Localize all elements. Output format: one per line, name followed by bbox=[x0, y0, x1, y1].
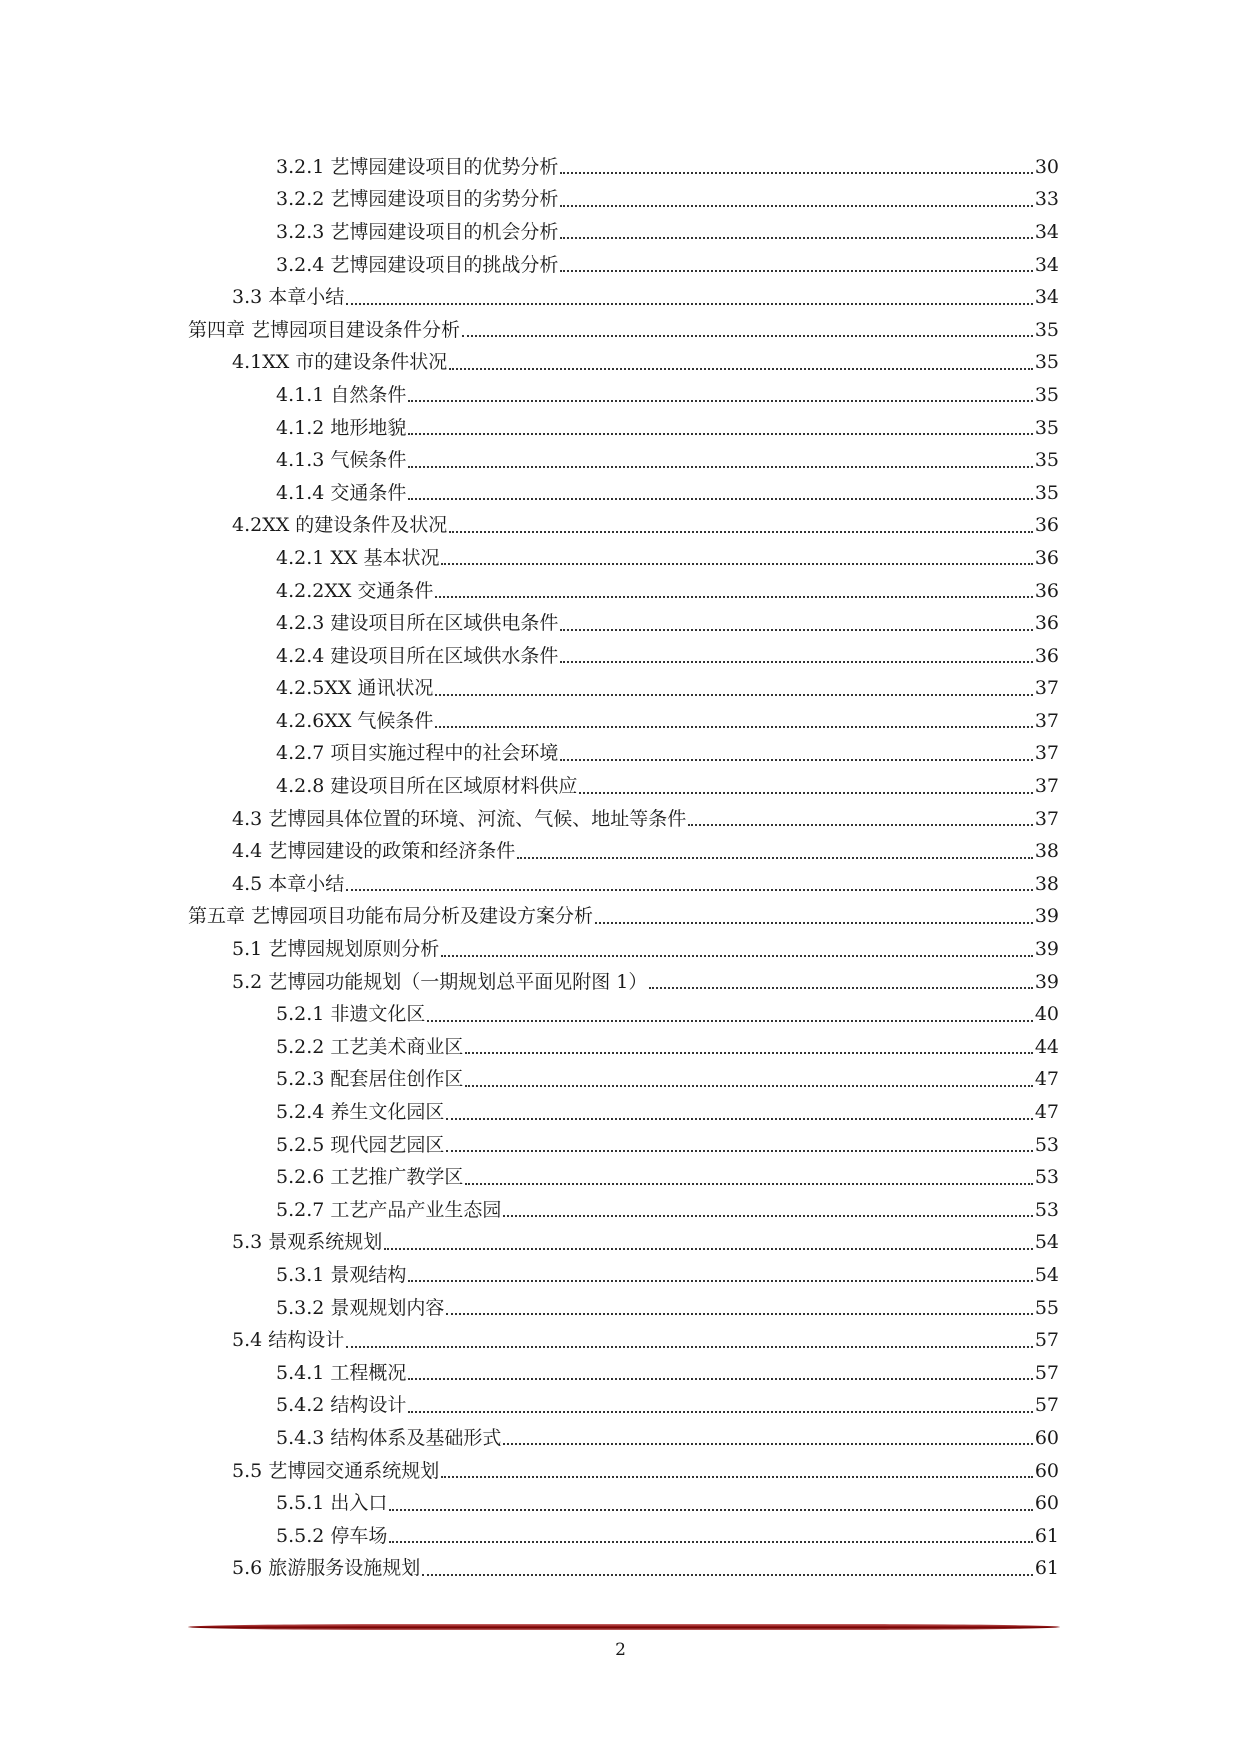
toc-entry[interactable] bbox=[0, 1064, 1241, 1097]
toc-entry-page: 55 bbox=[1034, 1296, 1059, 1319]
toc-dot-leader bbox=[408, 1378, 1032, 1380]
toc-entry[interactable] bbox=[0, 770, 1241, 803]
toc-dot-leader bbox=[465, 1052, 1032, 1054]
toc-entry-page: 39 bbox=[1034, 938, 1059, 961]
toc-dot-leader bbox=[346, 303, 1033, 305]
toc-entry-page: 35 bbox=[1034, 481, 1059, 504]
toc-dot-leader bbox=[408, 433, 1032, 435]
toc-entry[interactable] bbox=[0, 803, 1241, 836]
toc-dot-leader bbox=[449, 368, 1033, 370]
toc-dot-leader bbox=[688, 824, 1033, 826]
toc-entry-title: 5.4 结构设计 bbox=[232, 1329, 345, 1352]
toc-entry[interactable] bbox=[0, 705, 1241, 738]
toc-entry[interactable] bbox=[0, 1031, 1241, 1064]
toc-entry-title: 5.4.3 结构体系及基础形式 bbox=[276, 1426, 502, 1449]
toc-entry[interactable] bbox=[0, 151, 1241, 184]
toc-entry-title: 4.2XX 的建设条件及状况 bbox=[232, 514, 448, 537]
toc-entry[interactable] bbox=[0, 249, 1241, 282]
toc-entry-title: 第四章 艺博园项目建设条件分析 bbox=[188, 318, 461, 341]
toc-entry[interactable] bbox=[0, 347, 1241, 380]
toc-entry-title: 5.2.3 配套居住创作区 bbox=[276, 1068, 464, 1091]
toc-entry-page: 47 bbox=[1034, 1068, 1059, 1091]
toc-dot-leader bbox=[441, 1476, 1033, 1478]
toc-entry-page: 60 bbox=[1034, 1426, 1059, 1449]
toc-dot-leader bbox=[446, 1313, 1032, 1315]
toc-dot-leader bbox=[517, 857, 1033, 859]
toc-entry[interactable] bbox=[0, 901, 1241, 934]
toc-entry-page: 61 bbox=[1034, 1557, 1059, 1580]
toc-entry[interactable] bbox=[0, 738, 1241, 771]
toc-entry[interactable] bbox=[0, 1161, 1241, 1194]
toc-entry-page: 53 bbox=[1034, 1133, 1059, 1156]
toc-entry[interactable] bbox=[0, 1553, 1241, 1586]
toc-dot-leader bbox=[435, 726, 1032, 728]
toc-dot-leader bbox=[408, 1280, 1032, 1282]
toc-entry[interactable] bbox=[0, 998, 1241, 1031]
toc-entry-title: 5.2.4 养生文化园区 bbox=[276, 1101, 445, 1124]
toc-entry-title: 5.3 景观系统规划 bbox=[232, 1231, 383, 1254]
toc-entry-page: 54 bbox=[1034, 1231, 1059, 1254]
toc-entry-page: 54 bbox=[1034, 1263, 1059, 1286]
toc-dot-leader bbox=[560, 661, 1032, 663]
toc-entry-title: 4.2.5XX 通讯状况 bbox=[276, 677, 434, 700]
toc-entry[interactable] bbox=[0, 1487, 1241, 1520]
toc-entry-title: 4.5 本章小结 bbox=[232, 872, 345, 895]
toc-entry-page: 57 bbox=[1034, 1361, 1059, 1384]
toc-dot-leader bbox=[465, 1183, 1032, 1185]
toc-entry-page: 53 bbox=[1034, 1198, 1059, 1221]
toc-entry[interactable] bbox=[0, 1520, 1241, 1553]
toc-entry-page: 35 bbox=[1034, 318, 1059, 341]
toc-dot-leader bbox=[408, 466, 1032, 468]
toc-entry-page: 37 bbox=[1034, 677, 1059, 700]
toc-entry[interactable] bbox=[0, 575, 1241, 608]
toc-dot-leader bbox=[435, 596, 1032, 598]
toc-entry-title: 5.2.1 非遗文化区 bbox=[276, 1003, 426, 1026]
toc-dot-leader bbox=[346, 889, 1033, 891]
toc-entry-page: 57 bbox=[1034, 1329, 1059, 1352]
toc-entry-title: 4.1.4 交通条件 bbox=[276, 481, 407, 504]
toc-entry[interactable] bbox=[0, 673, 1241, 706]
toc-entry-page: 57 bbox=[1034, 1394, 1059, 1417]
toc-entry-title: 5.1 艺博园规划原则分析 bbox=[232, 938, 440, 961]
toc-entry-title: 4.4 艺博园建设的政策和经济条件 bbox=[232, 840, 516, 863]
toc-entry[interactable] bbox=[0, 1455, 1241, 1488]
toc-entry-title: 4.2.3 建设项目所在区域供电条件 bbox=[276, 612, 559, 635]
toc-entry[interactable] bbox=[0, 1259, 1241, 1292]
toc-entry[interactable] bbox=[0, 835, 1241, 868]
toc-entry[interactable] bbox=[0, 314, 1241, 347]
toc-entry-page: 44 bbox=[1034, 1035, 1059, 1058]
toc-dot-leader bbox=[389, 1541, 1032, 1543]
toc-entry[interactable] bbox=[0, 1096, 1241, 1129]
toc-entry[interactable] bbox=[0, 607, 1241, 640]
toc-dot-leader bbox=[408, 400, 1032, 402]
toc-dot-leader bbox=[446, 1118, 1032, 1120]
toc-entry-title: 5.2 艺博园功能规划（一期规划总平面见附图 1） bbox=[232, 970, 648, 993]
toc-dot-leader bbox=[422, 1574, 1033, 1576]
toc-dot-leader bbox=[389, 1509, 1032, 1511]
toc-entry-title: 5.3.2 景观规划内容 bbox=[276, 1296, 445, 1319]
toc-dot-leader bbox=[649, 987, 1032, 989]
toc-entry-title: 5.5 艺博园交通系统规划 bbox=[232, 1459, 440, 1482]
toc-entry-page: 34 bbox=[1034, 286, 1059, 309]
toc-entry-title: 3.2.4 艺博园建设项目的挑战分析 bbox=[276, 253, 559, 276]
toc-entry[interactable] bbox=[0, 933, 1241, 966]
toc-entry-title: 4.2.1 XX 基本状况 bbox=[276, 546, 440, 569]
toc-dot-leader bbox=[503, 1215, 1032, 1217]
toc-entry[interactable] bbox=[0, 640, 1241, 673]
toc-entry-title: 3.3 本章小结 bbox=[232, 286, 345, 309]
toc-dot-leader bbox=[408, 1411, 1032, 1413]
toc-entry[interactable] bbox=[0, 1324, 1241, 1357]
toc-entry-title: 4.3 艺博园具体位置的环境、河流、气候、地址等条件 bbox=[232, 807, 687, 830]
toc-dot-leader bbox=[462, 335, 1033, 337]
toc-dot-leader bbox=[441, 955, 1033, 957]
toc-dot-leader bbox=[408, 498, 1032, 500]
toc-dot-leader bbox=[503, 1443, 1032, 1445]
footer-divider bbox=[188, 1624, 1060, 1630]
toc-entry[interactable] bbox=[0, 1129, 1241, 1162]
toc-entry-title: 3.2.1 艺博园建设项目的优势分析 bbox=[276, 155, 559, 178]
toc-entry-title: 第五章 艺博园项目功能布局分析及建设方案分析 bbox=[188, 905, 594, 928]
toc-entry[interactable] bbox=[0, 379, 1241, 412]
toc-entry[interactable] bbox=[0, 1194, 1241, 1227]
toc-entry-page: 38 bbox=[1034, 840, 1059, 863]
toc-entry-title: 4.2.2XX 交通条件 bbox=[276, 579, 434, 602]
toc-entry-page: 60 bbox=[1034, 1492, 1059, 1515]
toc-entry-page: 35 bbox=[1034, 383, 1059, 406]
toc-entry-page: 40 bbox=[1034, 1003, 1059, 1026]
toc-entry-page: 34 bbox=[1034, 220, 1059, 243]
toc-entry-page: 36 bbox=[1034, 579, 1059, 602]
toc-entry[interactable] bbox=[0, 281, 1241, 314]
toc-entry-title: 4.2.8 建设项目所在区域原材料供应 bbox=[276, 775, 578, 798]
toc-entry-page: 36 bbox=[1034, 612, 1059, 635]
toc-dot-leader bbox=[579, 792, 1032, 794]
toc-entry-title: 4.1XX 市的建设条件状况 bbox=[232, 351, 448, 374]
toc-entry[interactable] bbox=[0, 510, 1241, 543]
toc-entry-title: 5.5.2 停车场 bbox=[276, 1524, 388, 1547]
toc-dot-leader bbox=[435, 694, 1032, 696]
toc-entry-page: 36 bbox=[1034, 546, 1059, 569]
toc-entry-title: 5.6 旅游服务设施规划 bbox=[232, 1557, 421, 1580]
toc-entry-page: 37 bbox=[1034, 807, 1059, 830]
toc-dot-leader bbox=[560, 629, 1032, 631]
toc-entry[interactable] bbox=[0, 868, 1241, 901]
toc-entry[interactable] bbox=[0, 966, 1241, 999]
toc-dot-leader bbox=[441, 563, 1032, 565]
toc-dot-leader bbox=[449, 531, 1033, 533]
toc-entry-title: 4.1.2 地形地貌 bbox=[276, 416, 407, 439]
toc-entry-page: 53 bbox=[1034, 1166, 1059, 1189]
toc-entry[interactable] bbox=[0, 184, 1241, 217]
toc-entry-page: 30 bbox=[1034, 155, 1059, 178]
toc-entry[interactable] bbox=[0, 412, 1241, 445]
toc-dot-leader bbox=[560, 205, 1032, 207]
toc-entry-title: 5.2.7 工艺产品产业生态园 bbox=[276, 1198, 502, 1221]
toc-entry-page: 60 bbox=[1034, 1459, 1059, 1482]
toc-entry-page: 35 bbox=[1034, 449, 1059, 472]
toc-dot-leader bbox=[560, 172, 1032, 174]
toc-entry-title: 3.2.3 艺博园建设项目的机会分析 bbox=[276, 220, 559, 243]
toc-entry-title: 4.2.6XX 气候条件 bbox=[276, 709, 434, 732]
toc-entry-page: 61 bbox=[1034, 1524, 1059, 1547]
toc-entry[interactable] bbox=[0, 444, 1241, 477]
toc-entry-title: 4.1.3 气候条件 bbox=[276, 449, 407, 472]
toc-entry-title: 4.1.1 自然条件 bbox=[276, 383, 407, 406]
toc-entry-page: 36 bbox=[1034, 644, 1059, 667]
toc-entry-page: 36 bbox=[1034, 514, 1059, 537]
toc-entry-title: 3.2.2 艺博园建设项目的劣势分析 bbox=[276, 188, 559, 211]
table-of-contents bbox=[0, 151, 1241, 1585]
toc-dot-leader bbox=[384, 1248, 1033, 1250]
toc-entry[interactable] bbox=[0, 1357, 1241, 1390]
toc-dot-leader bbox=[446, 1150, 1032, 1152]
toc-entry-title: 4.2.7 项目实施过程中的社会环境 bbox=[276, 742, 559, 765]
toc-dot-leader bbox=[560, 270, 1032, 272]
toc-entry-page: 47 bbox=[1034, 1101, 1059, 1124]
toc-entry[interactable] bbox=[0, 542, 1241, 575]
toc-dot-leader bbox=[560, 759, 1032, 761]
toc-entry-title: 5.3.1 景观结构 bbox=[276, 1263, 407, 1286]
toc-entry[interactable] bbox=[0, 477, 1241, 510]
toc-entry-page: 37 bbox=[1034, 709, 1059, 732]
toc-entry-title: 4.2.4 建设项目所在区域供水条件 bbox=[276, 644, 559, 667]
toc-entry-page: 38 bbox=[1034, 872, 1059, 895]
toc-dot-leader bbox=[346, 1346, 1033, 1348]
toc-entry-title: 5.4.1 工程概况 bbox=[276, 1361, 407, 1384]
toc-entry-title: 5.4.2 结构设计 bbox=[276, 1394, 407, 1417]
toc-entry-page: 39 bbox=[1034, 905, 1059, 928]
toc-entry-title: 5.2.5 现代园艺园区 bbox=[276, 1133, 445, 1156]
toc-entry-page: 39 bbox=[1034, 970, 1059, 993]
toc-entry-page: 37 bbox=[1034, 742, 1059, 765]
toc-entry-page: 35 bbox=[1034, 416, 1059, 439]
toc-entry-page: 35 bbox=[1034, 351, 1059, 374]
toc-entry[interactable] bbox=[0, 216, 1241, 249]
toc-entry-title: 5.5.1 出入口 bbox=[276, 1492, 388, 1515]
toc-entry-title: 5.2.2 工艺美术商业区 bbox=[276, 1035, 464, 1058]
toc-entry-page: 34 bbox=[1034, 253, 1059, 276]
toc-dot-leader bbox=[595, 922, 1033, 924]
toc-dot-leader bbox=[427, 1020, 1032, 1022]
toc-dot-leader bbox=[560, 237, 1032, 239]
toc-entry[interactable] bbox=[0, 1292, 1241, 1325]
toc-entry-page: 33 bbox=[1034, 188, 1059, 211]
page-number: 2 bbox=[615, 1640, 626, 1660]
toc-entry-page: 37 bbox=[1034, 775, 1059, 798]
toc-entry[interactable] bbox=[0, 1390, 1241, 1423]
toc-entry[interactable] bbox=[0, 1227, 1241, 1260]
toc-entry[interactable] bbox=[0, 1422, 1241, 1455]
toc-dot-leader bbox=[465, 1085, 1032, 1087]
toc-entry-title: 5.2.6 工艺推广教学区 bbox=[276, 1166, 464, 1189]
